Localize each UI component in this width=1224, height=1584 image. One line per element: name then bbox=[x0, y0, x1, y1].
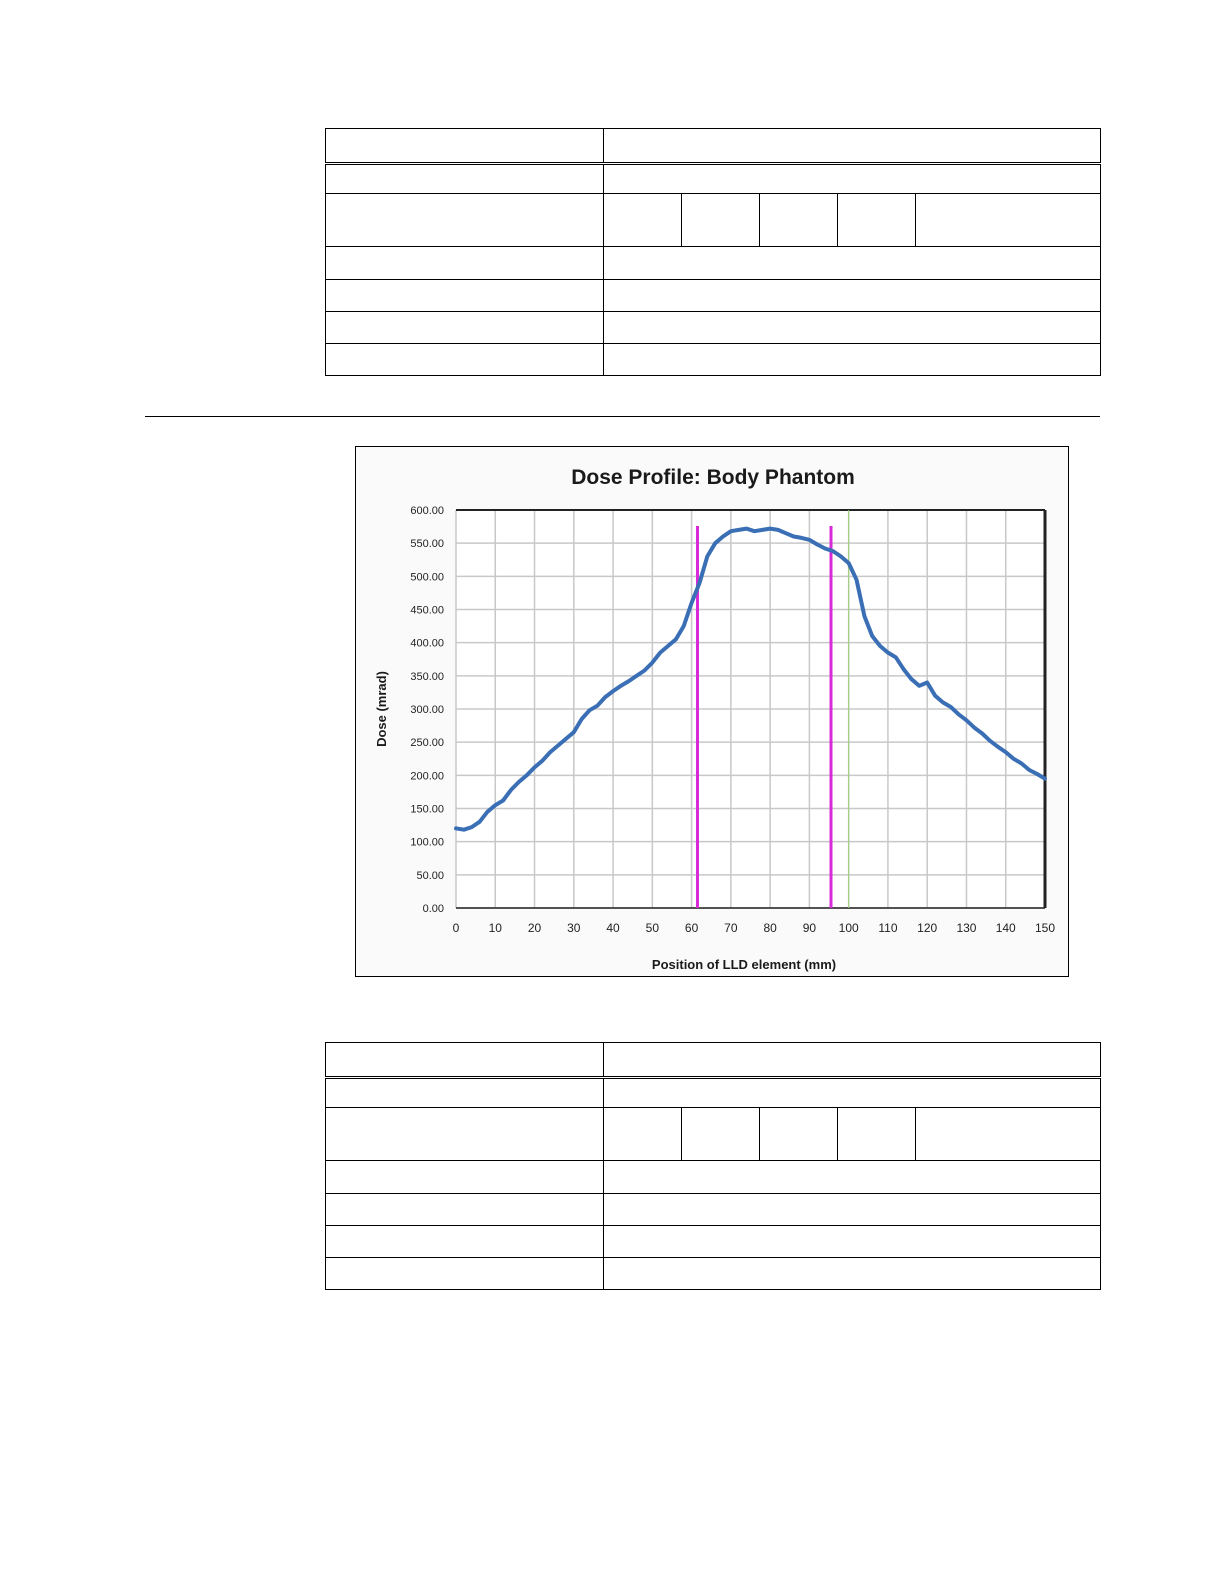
chart-title: Dose Profile: Body Phantom bbox=[571, 466, 855, 489]
bottom-table bbox=[325, 1042, 1101, 1290]
table-cell bbox=[326, 279, 604, 311]
table-cell bbox=[326, 129, 604, 164]
table-cell bbox=[916, 194, 1101, 247]
y-tick-label: 450.00 bbox=[410, 604, 444, 617]
table-cell bbox=[760, 194, 838, 247]
table-cell bbox=[604, 194, 682, 247]
x-tick-label: 150 bbox=[1034, 921, 1056, 935]
table-row bbox=[326, 1078, 1101, 1108]
table-cell bbox=[604, 247, 1101, 279]
table-cell bbox=[326, 1161, 604, 1193]
table-cell bbox=[604, 1078, 1101, 1108]
table-cell bbox=[838, 194, 916, 247]
chart-canvas bbox=[356, 447, 1068, 976]
table-cell bbox=[604, 164, 1101, 194]
table-cell bbox=[326, 1043, 604, 1078]
table-cell bbox=[604, 1043, 1101, 1078]
y-tick-label: 150.00 bbox=[410, 803, 444, 816]
y-axis-title: Dose (mrad) bbox=[374, 671, 389, 747]
table-row bbox=[326, 1193, 1101, 1225]
table-cell bbox=[326, 1108, 604, 1161]
x-tick-label: 70 bbox=[724, 921, 738, 935]
y-tick-label: 100.00 bbox=[410, 836, 444, 849]
table-cell bbox=[326, 164, 604, 194]
x-tick-label: 110 bbox=[878, 921, 898, 935]
y-tick-label: 0.00 bbox=[422, 903, 444, 915]
y-tick-label: 600.00 bbox=[410, 505, 444, 517]
y-tick-label: 350.00 bbox=[410, 670, 444, 683]
x-tick-label: 30 bbox=[567, 921, 581, 935]
x-tick-label: 100 bbox=[838, 921, 859, 935]
table-row bbox=[326, 343, 1101, 375]
table-cell bbox=[326, 194, 604, 247]
x-tick-label: 120 bbox=[917, 921, 938, 935]
table-row bbox=[326, 1108, 1101, 1161]
table-row bbox=[326, 279, 1101, 311]
table-cell bbox=[326, 311, 604, 343]
table-cell bbox=[326, 1078, 604, 1108]
table-cell bbox=[326, 247, 604, 279]
table-row bbox=[326, 164, 1101, 194]
horizontal-rule bbox=[145, 416, 1100, 417]
table-cell bbox=[326, 1193, 604, 1225]
table-row bbox=[326, 1257, 1101, 1289]
table-cell bbox=[604, 1225, 1101, 1257]
table-cell bbox=[604, 1108, 682, 1161]
table-cell bbox=[604, 1257, 1101, 1289]
table-row bbox=[326, 311, 1101, 343]
y-tick-label: 50.00 bbox=[416, 869, 444, 882]
x-tick-label: 90 bbox=[802, 921, 817, 935]
y-tick-label: 400.00 bbox=[410, 637, 444, 650]
table-cell bbox=[682, 1108, 760, 1161]
table-cell bbox=[604, 1161, 1101, 1193]
table-row bbox=[326, 1161, 1101, 1193]
table-cell bbox=[916, 1108, 1101, 1161]
x-tick-label: 60 bbox=[684, 921, 699, 935]
x-tick-label: 50 bbox=[645, 921, 660, 935]
table-cell bbox=[604, 279, 1101, 311]
table-row bbox=[326, 1225, 1101, 1257]
x-tick-label: 20 bbox=[527, 921, 542, 935]
x-tick-label: 40 bbox=[606, 921, 620, 935]
table-cell bbox=[604, 129, 1101, 164]
y-tick-label: 200.00 bbox=[410, 770, 444, 783]
y-tick-label: 550.00 bbox=[410, 538, 444, 551]
x-tick-label: 130 bbox=[956, 921, 977, 935]
table-cell bbox=[604, 1193, 1101, 1225]
dose-profile-chart bbox=[355, 446, 1069, 977]
x-tick-label: 0 bbox=[452, 921, 460, 935]
table-cell bbox=[760, 1108, 838, 1161]
table-cell bbox=[682, 194, 760, 247]
x-tick-label: 140 bbox=[995, 921, 1016, 935]
table-cell bbox=[604, 343, 1101, 375]
table-cell bbox=[604, 311, 1101, 343]
table-cell bbox=[326, 343, 604, 375]
x-tick-label: 80 bbox=[763, 921, 777, 935]
x-axis-title: Position of LLD element (mm) bbox=[651, 957, 837, 972]
table-row bbox=[326, 247, 1101, 279]
y-tick-label: 500.00 bbox=[410, 571, 444, 584]
table-header-row bbox=[326, 1043, 1101, 1078]
y-tick-label: 300.00 bbox=[410, 704, 444, 716]
table-header-row bbox=[326, 129, 1101, 164]
table-cell bbox=[326, 1225, 604, 1257]
x-tick-label: 10 bbox=[488, 921, 502, 935]
table-row bbox=[326, 194, 1101, 247]
y-tick-label: 250.00 bbox=[410, 737, 444, 750]
top-table bbox=[325, 128, 1101, 376]
table-cell bbox=[326, 1257, 604, 1289]
table-cell bbox=[838, 1108, 916, 1161]
